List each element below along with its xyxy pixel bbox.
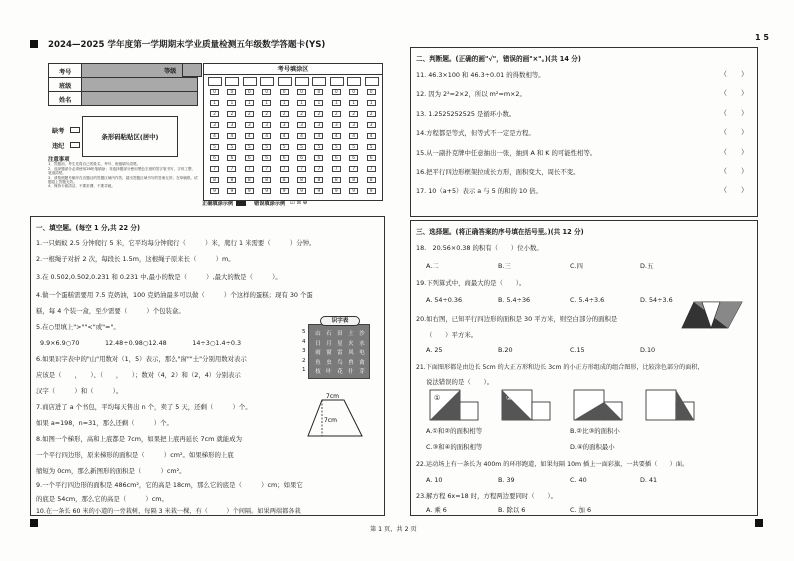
section3-title: 三、选择题。(将正确答案的序号填在括号里。)(共 12 分) bbox=[416, 228, 584, 236]
q9-line-2: 的底是 54cm，那么它的高是（ ）cm。 bbox=[36, 495, 168, 503]
registration-mark bbox=[30, 40, 38, 48]
exam-digit-bubble[interactable]: 9 bbox=[332, 188, 341, 194]
character-cell: 叶 bbox=[326, 369, 332, 376]
exam-digit-bubble[interactable]: 4 bbox=[314, 133, 323, 139]
character-table-title: 识字表 bbox=[320, 316, 360, 326]
exam-digit-bubble[interactable]: 0 bbox=[280, 89, 289, 95]
corner-label: 1 5 bbox=[755, 33, 769, 42]
grade-label: 等级 bbox=[164, 68, 177, 75]
exam-digit-bubble[interactable]: 2 bbox=[210, 111, 219, 117]
exam-number-grid bbox=[203, 63, 383, 201]
exam-digit-bubble[interactable]: 6 bbox=[332, 155, 341, 161]
note-line: 3、请按照题号顺序在各题目的答题区域内作答，超出答题区域书写的答案无效；在草稿纸、试题卷上答题无效。 bbox=[48, 175, 198, 185]
class-field[interactable] bbox=[81, 78, 197, 91]
exam-digit-bubble[interactable]: 8 bbox=[262, 177, 271, 183]
q4-line-2: 糕，每 4 个装一盒，至少需要（ ）个包装盒。 bbox=[36, 307, 185, 315]
q10-line: 10.在一条长 60 米的小道的一旁栽树，每隔 3 米栽一棵，有（ ）个间隔。如果两端都各栽 bbox=[36, 508, 301, 515]
exam-digit-bubble[interactable]: 1 bbox=[349, 100, 358, 106]
q9-line: 9.一个平行四边形的面积是 486cm²，它的高是 18cm，那么它的底是（ ）cm；如果它 bbox=[36, 481, 303, 489]
q18-option-a[interactable]: A.二 bbox=[426, 262, 439, 270]
exam-digit-bubble[interactable]: 7 bbox=[227, 166, 236, 172]
exam-digit-bubble[interactable]: 5 bbox=[280, 144, 289, 150]
q20-option-a[interactable]: A. 25 bbox=[426, 346, 443, 354]
q6-line: 6.如果识字表中的"山"用数对（1，5）表示，那么"窗""土"分别用数对表示 bbox=[36, 355, 247, 363]
exam-digit-write-box[interactable] bbox=[278, 77, 292, 86]
exam-digit-bubble[interactable]: 6 bbox=[227, 155, 236, 161]
exam-digit-bubble[interactable]: 9 bbox=[245, 188, 254, 194]
field-label: 姓名 bbox=[59, 97, 72, 104]
character-cell: 芽 bbox=[359, 369, 365, 376]
character-cell: 火 bbox=[348, 340, 354, 347]
exam-digit-bubble[interactable]: 1 bbox=[245, 100, 254, 106]
notes-block bbox=[48, 158, 198, 189]
note-line: 2、选择题部分必须使用2B铅笔填涂；非选择题部分使用黑色字迹的签字笔书写，字体工整、笔迹清楚。 bbox=[48, 166, 196, 176]
q20-stem-2: （ ）平方米。 bbox=[426, 331, 478, 339]
exam-digit-bubble[interactable]: 8 bbox=[245, 177, 254, 183]
exam-digit-bubble[interactable]: 0 bbox=[297, 89, 306, 95]
note-line: 1、答题前，考生先将自己的姓名、考号、班级填写清楚。 bbox=[48, 162, 141, 167]
correct-fill-legend: 正确填涂示例 bbox=[202, 201, 234, 207]
character-cell: 兽 bbox=[348, 359, 354, 366]
field-label: 班级 bbox=[59, 83, 72, 90]
q20-stem: 20.如右图，已知平行四边形的面积是 30 平方米，则空白部分的面积是 bbox=[416, 315, 618, 323]
exam-digit-bubble[interactable]: 4 bbox=[245, 133, 254, 139]
q21-figure bbox=[572, 388, 630, 422]
section2-title: 二、判断题。(正确的画"√"，错误的画"×"。)(共 14 分) bbox=[416, 55, 581, 63]
exam-digit-bubble[interactable]: 5 bbox=[210, 144, 219, 150]
exam-digit-write-box[interactable] bbox=[208, 77, 222, 86]
character-row-number: 2 bbox=[302, 357, 306, 364]
exam-digit-bubble[interactable]: 1 bbox=[332, 100, 341, 106]
exam-digit-bubble[interactable]: 6 bbox=[262, 155, 271, 161]
registration-mark bbox=[30, 519, 38, 527]
exam-digit-bubble[interactable]: 2 bbox=[314, 111, 323, 117]
q18-stem: 18. 20.56×0.38 的积有（ ）位小数。 bbox=[416, 244, 543, 252]
exam-digit-bubble[interactable]: 1 bbox=[210, 100, 219, 106]
exam-digit-bubble[interactable]: 2 bbox=[227, 111, 236, 117]
trapezoid-top-label: 7cm bbox=[326, 393, 339, 400]
character-cell: 枝 bbox=[315, 369, 321, 376]
exam-digit-bubble[interactable]: 4 bbox=[280, 133, 289, 139]
character-cell: 日 bbox=[315, 340, 321, 347]
parallelogram-figure bbox=[680, 300, 744, 330]
exam-digit-bubble[interactable]: 6 bbox=[245, 155, 254, 161]
absent-label: 缺考 bbox=[52, 128, 65, 135]
judgement-item: 16.把平行四边形框架拉成长方形，面积变大，周长不变。 bbox=[416, 168, 580, 176]
q7-line: 7.商店进了 a 个书包，平均每天售出 n 个，卖了 5 天，还剩（ ）个。 bbox=[36, 403, 252, 411]
q19-stem: 19.下列算式中，商最大的是（ ）。 bbox=[416, 279, 526, 287]
q21-figure bbox=[500, 388, 558, 422]
exam-digit-write-box[interactable] bbox=[312, 77, 326, 86]
q18-option-d[interactable]: D.五 bbox=[640, 262, 654, 270]
exam-digit-bubble[interactable]: 7 bbox=[349, 166, 358, 172]
character-cell: 沙 bbox=[359, 331, 365, 337]
q22-option-c[interactable]: C. 40 bbox=[570, 476, 587, 484]
q8-line-2: 一个平行四边形，原来梯形的面积是（ ）cm²。如果梯形的上底 bbox=[36, 451, 234, 459]
character-cell: 虫 bbox=[326, 359, 332, 366]
exam-digit-bubble[interactable]: 0 bbox=[332, 89, 341, 95]
judgement-item: 12. 因为 2²=2×2，所以 m²=m×2。 bbox=[416, 90, 526, 99]
exam-digit-bubble[interactable]: 4 bbox=[262, 133, 271, 139]
exam-digit-bubble[interactable]: 3 bbox=[367, 122, 376, 128]
exam-digit-bubble[interactable]: 7 bbox=[297, 166, 306, 172]
q3-line: 3.在 0.502,0.5̇02̇,0.23̇1 和 0.231 中,最小的数是（ ）,最大的数是（ ）。 bbox=[36, 273, 282, 281]
q23-option-c[interactable]: C. 加 6 bbox=[570, 506, 592, 514]
q21-figure-label: ① bbox=[434, 394, 441, 402]
exam-digit-bubble[interactable]: 3 bbox=[297, 122, 306, 128]
exam-digit-bubble[interactable]: 4 bbox=[227, 133, 236, 139]
q23-option-b[interactable]: B. 除以 6 bbox=[498, 506, 526, 514]
exam-digit-write-box[interactable] bbox=[365, 77, 379, 86]
judgement-answer-box[interactable]: （ ） bbox=[720, 89, 748, 98]
exam-digit-bubble[interactable]: 7 bbox=[314, 166, 323, 172]
small-square bbox=[532, 402, 550, 420]
exam-digit-bubble[interactable]: 5 bbox=[332, 144, 341, 150]
q21-figure bbox=[428, 388, 486, 422]
judgement-item: 11. 46.3×100 和 46.3÷0.01 的得数相等。 bbox=[416, 71, 545, 79]
exam-digit-bubble[interactable]: 3 bbox=[314, 122, 323, 128]
exam-digit-bubble[interactable]: 4 bbox=[349, 133, 358, 139]
q6-line-2: 应该是（ ， ）、（ ， ）；数对（4，2）和（2，4）分别表示 bbox=[36, 371, 241, 379]
q21-stem-2: 说法错误的是（ ）。 bbox=[426, 378, 494, 386]
q22-option-b[interactable]: B. 39 bbox=[498, 476, 515, 484]
q21-option-b[interactable]: B.②比③的面积小 bbox=[570, 427, 620, 435]
exam-digit-bubble[interactable]: 3 bbox=[227, 122, 236, 128]
character-cell: 电 bbox=[359, 350, 365, 357]
page-title: 2024—2025 学年度第一学期期末学业质量检测五年级数学答题卡(YS) bbox=[48, 40, 326, 50]
exam-digit-write-box[interactable] bbox=[295, 77, 309, 86]
exam-digit-bubble[interactable]: 4 bbox=[297, 133, 306, 139]
character-cell: 雨 bbox=[315, 350, 321, 357]
exam-digit-bubble[interactable]: 5 bbox=[349, 144, 358, 150]
exam-digit-write-box[interactable] bbox=[225, 77, 239, 86]
exam-digit-bubble[interactable]: 5 bbox=[227, 144, 236, 150]
exam-digit-bubble[interactable]: 9 bbox=[262, 188, 271, 194]
exam-digit-bubble[interactable]: 8 bbox=[332, 177, 341, 183]
q7-line-2: 如果 a=198，n=31，那么还剩（ ）个。 bbox=[36, 419, 173, 427]
exam-digit-bubble[interactable]: 0 bbox=[314, 89, 323, 95]
exam-digit-bubble[interactable]: 8 bbox=[367, 177, 376, 183]
q21-option-a[interactable]: A.①和②的面积相等 bbox=[426, 427, 483, 435]
judgement-item: 14.方程都是等式，但等式不一定是方程。 bbox=[416, 129, 535, 138]
character-table bbox=[308, 318, 370, 379]
judgement-answer-box[interactable]: （ ） bbox=[720, 167, 748, 175]
exam-digit-bubble[interactable]: 1 bbox=[314, 100, 323, 106]
character-row-number: 3 bbox=[302, 348, 306, 355]
q18-option-c[interactable]: C.四 bbox=[570, 262, 583, 270]
q21-figure-label: ③ bbox=[578, 394, 585, 402]
exam-digit-bubble[interactable]: 3 bbox=[245, 122, 254, 128]
q19-option-d[interactable]: D. 54÷3.6 bbox=[640, 296, 673, 304]
q20-option-c[interactable]: C.15 bbox=[570, 346, 585, 354]
exam-digit-bubble[interactable]: 3 bbox=[210, 122, 219, 128]
q22-option-d[interactable]: D. 41 bbox=[640, 476, 658, 484]
exam-digit-bubble[interactable]: 9 bbox=[367, 188, 376, 194]
q5-line: 5.在○里填上">""<"或"="。 bbox=[36, 323, 120, 331]
exam-digit-bubble[interactable]: 2 bbox=[297, 111, 306, 117]
q20-option-b[interactable]: B.20 bbox=[498, 346, 513, 354]
exam-digit-bubble[interactable]: 6 bbox=[314, 155, 323, 161]
exam-digit-bubble[interactable]: 5 bbox=[314, 144, 323, 150]
character-cell: 鸟 bbox=[337, 359, 343, 366]
exam-digit-bubble[interactable]: 3 bbox=[262, 122, 271, 128]
character-cell: 雷 bbox=[337, 350, 343, 357]
exam-digit-bubble[interactable]: 3 bbox=[280, 122, 289, 128]
q8-line-3: 缩短为 0cm，那么新图形的面积是（ ）cm²。 bbox=[36, 467, 186, 475]
judgement-answer-box[interactable]: （ ） bbox=[720, 147, 748, 156]
character-cell: 窗 bbox=[326, 350, 332, 357]
exam-digit-bubble[interactable]: 2 bbox=[280, 111, 289, 117]
exam-digit-bubble[interactable]: 7 bbox=[332, 166, 341, 172]
q19-option-b[interactable]: B. 5.4÷36 bbox=[498, 296, 531, 304]
q22-stem: 22.运动场上有一条长为 400m 的环形跑道，如果每隔 10m 插上一面彩旗，一共要插（ ）面。 bbox=[416, 461, 689, 468]
name-field[interactable] bbox=[81, 92, 197, 105]
exam-digit-bubble[interactable]: 3 bbox=[349, 122, 358, 128]
exam-digit-bubble[interactable]: 5 bbox=[367, 144, 376, 150]
exam-digit-bubble[interactable]: 0 bbox=[210, 89, 219, 95]
character-cell: 石 bbox=[326, 331, 332, 337]
exam-digit-bubble[interactable]: 7 bbox=[262, 166, 271, 172]
character-row-number: 1 bbox=[302, 367, 306, 374]
exam-digit-bubble[interactable]: 9 bbox=[349, 188, 358, 194]
exam-digit-bubble[interactable]: 0 bbox=[245, 89, 254, 95]
character-cell: 水 bbox=[359, 340, 365, 347]
character-cell: 月 bbox=[326, 340, 332, 347]
exam-digit-bubble[interactable]: 5 bbox=[262, 144, 271, 150]
judgement-answer-box[interactable]: （ ） bbox=[720, 186, 748, 195]
character-cell: 花 bbox=[337, 369, 343, 376]
exam-number-title: 考号填涂区 bbox=[204, 64, 382, 75]
character-row-number: 5 bbox=[302, 329, 306, 335]
character-cell: 山 bbox=[315, 331, 321, 337]
barcode-area: 条形码粘贴区(居中) bbox=[82, 116, 178, 157]
q5-compare-line: 9.9×6.9○70 12.48÷0.98○12.48 14÷3○1.4÷0.3 bbox=[40, 339, 242, 347]
exam-digit-bubble[interactable]: 7 bbox=[210, 166, 219, 172]
q19-option-c[interactable]: C. 5.4÷3.6 bbox=[570, 296, 605, 304]
q21-figure-label: ④ bbox=[650, 394, 657, 402]
q21-stem: 21.下面图形都是由边长 5cm 的大正方形和边长 3cm 的小正方形组成的组合图形，比较涂色部分的面积， bbox=[416, 364, 704, 371]
q4-line: 4.做一个蛋糕需要用 7.5 克奶油，100 克奶油最多可以做（ ）个这样的蛋糕；现有 30 个蛋 bbox=[36, 291, 313, 299]
exam-digit-bubble[interactable]: 3 bbox=[332, 122, 341, 128]
judgement-item: 13. 1.2525252525 是循环小数。 bbox=[416, 109, 516, 118]
exam-digit-bubble[interactable]: 4 bbox=[367, 133, 376, 139]
note-line: 4、保持卡面清洁，不要折叠、不要弄破。 bbox=[48, 184, 115, 189]
exam-digit-bubble[interactable]: 7 bbox=[245, 166, 254, 172]
exam-digit-write-box[interactable] bbox=[260, 77, 274, 86]
exam-digit-bubble[interactable]: 8 bbox=[210, 177, 219, 183]
q22-option-a[interactable]: A. 10 bbox=[426, 476, 443, 484]
violation-checkbox[interactable] bbox=[70, 142, 80, 148]
exam-digit-bubble[interactable]: 2 bbox=[349, 111, 358, 117]
exam-digit-bubble[interactable]: 1 bbox=[280, 100, 289, 106]
q19-option-a[interactable]: A. 54÷0.36 bbox=[426, 296, 463, 304]
trapezoid-figure bbox=[298, 392, 368, 440]
wrong-fill-legend: 错误填涂示例 bbox=[254, 201, 286, 207]
exam-digit-bubble[interactable]: 5 bbox=[245, 144, 254, 150]
exam-digit-bubble[interactable]: 2 bbox=[262, 111, 271, 117]
exam-digit-write-box[interactable] bbox=[330, 77, 344, 86]
character-row-number: 4 bbox=[302, 338, 306, 345]
exam-digit-bubble[interactable]: 2 bbox=[245, 111, 254, 117]
judgement-item: 15.从一副扑克牌中任意抽出一张，抽到 A 和 K 的可能性相等。 bbox=[416, 148, 597, 157]
q20-option-d[interactable]: D.10 bbox=[640, 346, 656, 354]
page-number: 第 1 页，共 2 页 bbox=[370, 526, 417, 533]
exam-digit-bubble[interactable]: 8 bbox=[297, 177, 306, 183]
exam-id-field[interactable] bbox=[81, 64, 197, 77]
notes-title: 注意事项 bbox=[48, 157, 70, 163]
exam-digit-bubble[interactable]: 6 bbox=[210, 155, 219, 161]
q2-line: 2.一根绳子对折 2 次，每段长 1.5m，这根绳子原来长（ ）m。 bbox=[36, 255, 235, 263]
exam-digit-bubble[interactable]: 2 bbox=[332, 111, 341, 117]
exam-digit-bubble[interactable]: 9 bbox=[227, 188, 236, 194]
character-cell: 星 bbox=[337, 340, 343, 347]
field-label: 考号 bbox=[59, 69, 72, 76]
character-cell: 风 bbox=[348, 350, 354, 357]
judgement-answer-box[interactable]: （ ） bbox=[720, 108, 748, 117]
exam-digit-bubble[interactable]: 6 bbox=[349, 155, 358, 161]
exam-digit-bubble[interactable]: 1 bbox=[262, 100, 271, 106]
character-cell: 土 bbox=[348, 331, 354, 337]
exam-digit-bubble[interactable]: 9 bbox=[314, 188, 323, 194]
violation-label: 违纪 bbox=[52, 143, 65, 150]
exam-digit-bubble[interactable]: 8 bbox=[227, 177, 236, 183]
wrong-fill-samples: ☑ ☒ ⊖ bbox=[290, 200, 308, 206]
judgement-answer-box[interactable]: （ ） bbox=[720, 128, 748, 137]
exam-digit-bubble[interactable]: 9 bbox=[210, 188, 219, 194]
character-cell: 鱼 bbox=[315, 359, 321, 366]
q21-figure bbox=[644, 388, 702, 422]
correct-fill-swatch bbox=[236, 201, 246, 206]
q23-stem: 23.解方程 6x=18 时，方程两边要同时（ ）。 bbox=[416, 492, 558, 500]
exam-digit-write-box[interactable] bbox=[243, 77, 257, 86]
exam-digit-write-box[interactable] bbox=[347, 77, 361, 86]
exam-digit-bubble[interactable]: 1 bbox=[227, 100, 236, 106]
character-cell: 田 bbox=[337, 331, 343, 337]
exam-digit-bubble[interactable]: 1 bbox=[297, 100, 306, 106]
exam-digit-bubble[interactable]: 1 bbox=[367, 100, 376, 106]
q1-line: 1.一只蚂蚁 2.5 分钟爬行 5 米，它平均每分钟爬行（ ）米，爬行 1 米需要（ ）分钟。 bbox=[36, 239, 316, 247]
exam-digit-bubble[interactable]: 2 bbox=[367, 111, 376, 117]
exam-digit-bubble[interactable]: 9 bbox=[297, 188, 306, 194]
registration-mark bbox=[755, 519, 763, 527]
exam-digit-bubble[interactable]: 9 bbox=[280, 188, 289, 194]
exam-digit-bubble[interactable]: 7 bbox=[280, 166, 289, 172]
exam-digit-bubble[interactable]: 6 bbox=[367, 155, 376, 161]
exam-digit-bubble[interactable]: 6 bbox=[297, 155, 306, 161]
trapezoid-height-label: 7cm bbox=[324, 417, 337, 424]
character-cell: 禽 bbox=[359, 359, 365, 366]
character-cell: 什 bbox=[348, 369, 354, 376]
exam-digit-bubble[interactable]: 6 bbox=[280, 155, 289, 161]
exam-digit-bubble[interactable]: 0 bbox=[367, 89, 376, 95]
exam-digit-bubble[interactable]: 8 bbox=[349, 177, 358, 183]
exam-digit-bubble[interactable]: 8 bbox=[280, 177, 289, 183]
exam-digit-bubble[interactable]: 0 bbox=[262, 89, 271, 95]
q18-option-b[interactable]: B.三 bbox=[498, 262, 511, 270]
exam-digit-bubble[interactable]: 7 bbox=[367, 166, 376, 172]
exam-digit-bubble[interactable]: 4 bbox=[332, 133, 341, 139]
q21-figure-label: ② bbox=[506, 394, 513, 402]
q23-option-a[interactable]: A. 乘 6 bbox=[426, 506, 447, 514]
judgement-item: 17. 10（a+5）表示 a 与 5 的和的 10 倍。 bbox=[416, 187, 542, 196]
q21-option-c[interactable]: C.③和④的面积相等 bbox=[426, 443, 483, 451]
q8-line: 8.如图一个梯形，高和上底都是 7cm，如果把上底再延长 7cm 就能成为 bbox=[36, 435, 242, 443]
small-square bbox=[460, 402, 478, 420]
exam-digit-bubble[interactable]: 5 bbox=[297, 144, 306, 150]
exam-digit-bubble[interactable]: 8 bbox=[314, 177, 323, 183]
absent-checkbox[interactable] bbox=[70, 127, 80, 133]
q6-line-3: 汉字（ ）和（ ）。 bbox=[36, 387, 123, 395]
section1-title: 一、填空题。(每空 1 分,共 22 分) bbox=[36, 224, 141, 232]
exam-digit-bubble[interactable]: 0 bbox=[349, 89, 358, 95]
exam-digit-bubble[interactable]: 4 bbox=[210, 133, 219, 139]
q21-option-d[interactable]: D.④的面积最小 bbox=[570, 443, 615, 451]
exam-digit-bubble[interactable]: 0 bbox=[227, 89, 236, 95]
grade-field[interactable] bbox=[182, 63, 202, 77]
judgement-answer-box[interactable]: （ ） bbox=[720, 70, 748, 78]
